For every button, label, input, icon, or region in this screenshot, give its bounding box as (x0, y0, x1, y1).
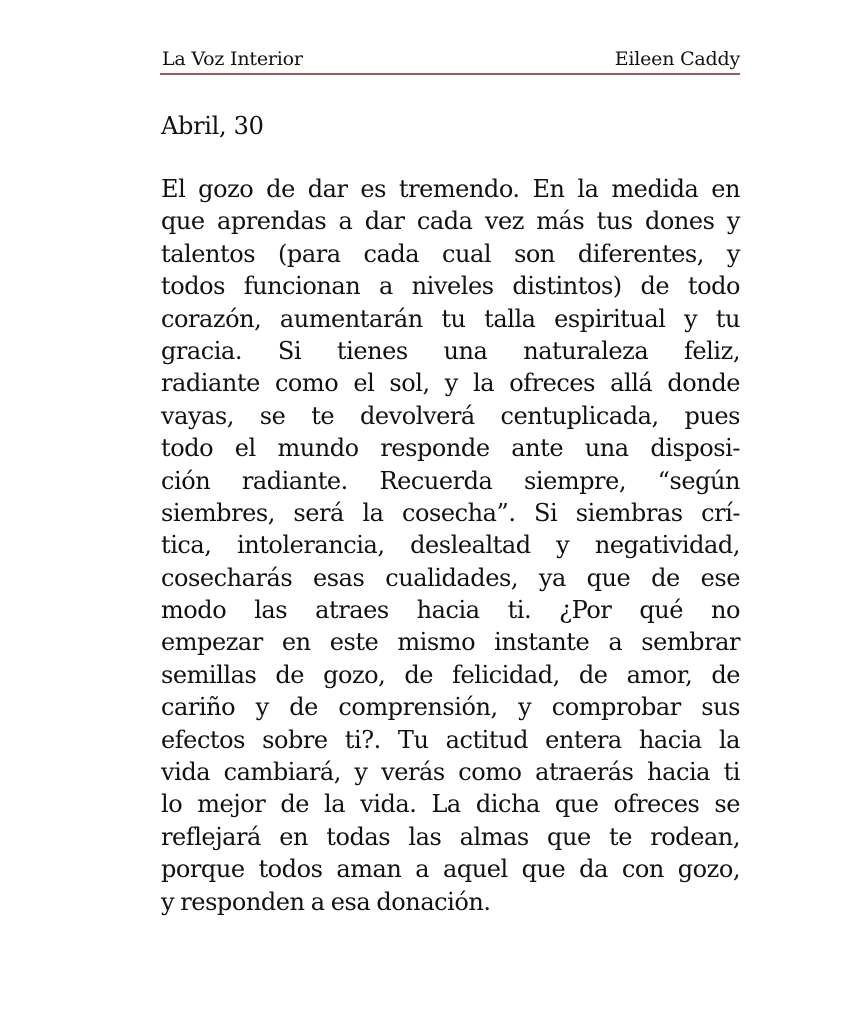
body-line: que aprendas a dar cada vez más tus dones y (161, 207, 740, 236)
body-line: todo el mundo responde ante una disposi- (161, 434, 740, 463)
body-line: efectos sobre ti?. Tu actitud entera hacia la (161, 725, 740, 754)
body-line: ción radiante. Recuerda siempre, “según (161, 466, 740, 495)
author-name: Eileen Caddy (614, 48, 740, 70)
body-line: cariño y de comprensión, y comprobar sus (161, 693, 740, 722)
body-line: porque todos aman a aquel que da con gozo, (161, 855, 740, 884)
body-line: semillas de gozo, de felicidad, de amor, de (161, 660, 740, 689)
entry-body (161, 173, 740, 918)
body-line: vida cambiará, y verás como atraerás hacia ti (161, 758, 740, 787)
book-title: La Voz Interior (162, 48, 303, 70)
entry-date: Abril, 30 (161, 112, 264, 140)
body-line-last: y responden a esa donación. (161, 887, 491, 916)
body-line: modo las atraes hacia ti. ¿Por qué no (161, 596, 740, 625)
body-line: siembres, será la cosecha”. Si siembras crí- (161, 498, 740, 527)
body-line: cosecharás esas cualidades, ya que de ese (161, 563, 740, 592)
running-header (160, 46, 740, 72)
body-line: gracia. Si tienes una naturaleza feliz, (161, 336, 740, 365)
body-line: El gozo de dar es tremendo. En la medida en (161, 175, 740, 203)
body-line: tica, intolerancia, deslealtad y negatividad, (161, 531, 740, 560)
body-line: reflejará en todas las almas que te rodean, (161, 822, 740, 851)
body-line: corazón, aumentarán tu talla espiritual y tu (161, 304, 740, 333)
header-rule (160, 73, 740, 75)
body-line: vayas, se te devolverá centuplicada, pues (161, 401, 740, 430)
body-line: empezar en este mismo instante a sembrar (161, 628, 740, 657)
body-line: radiante como el sol, y la ofreces allá donde (161, 369, 740, 398)
body-line: talentos (para cada cual son diferentes, y (161, 239, 740, 268)
body-line: lo mejor de la vida. La dicha que ofreces se (161, 790, 740, 819)
body-line: todos funcionan a niveles distintos) de todo (161, 272, 740, 301)
